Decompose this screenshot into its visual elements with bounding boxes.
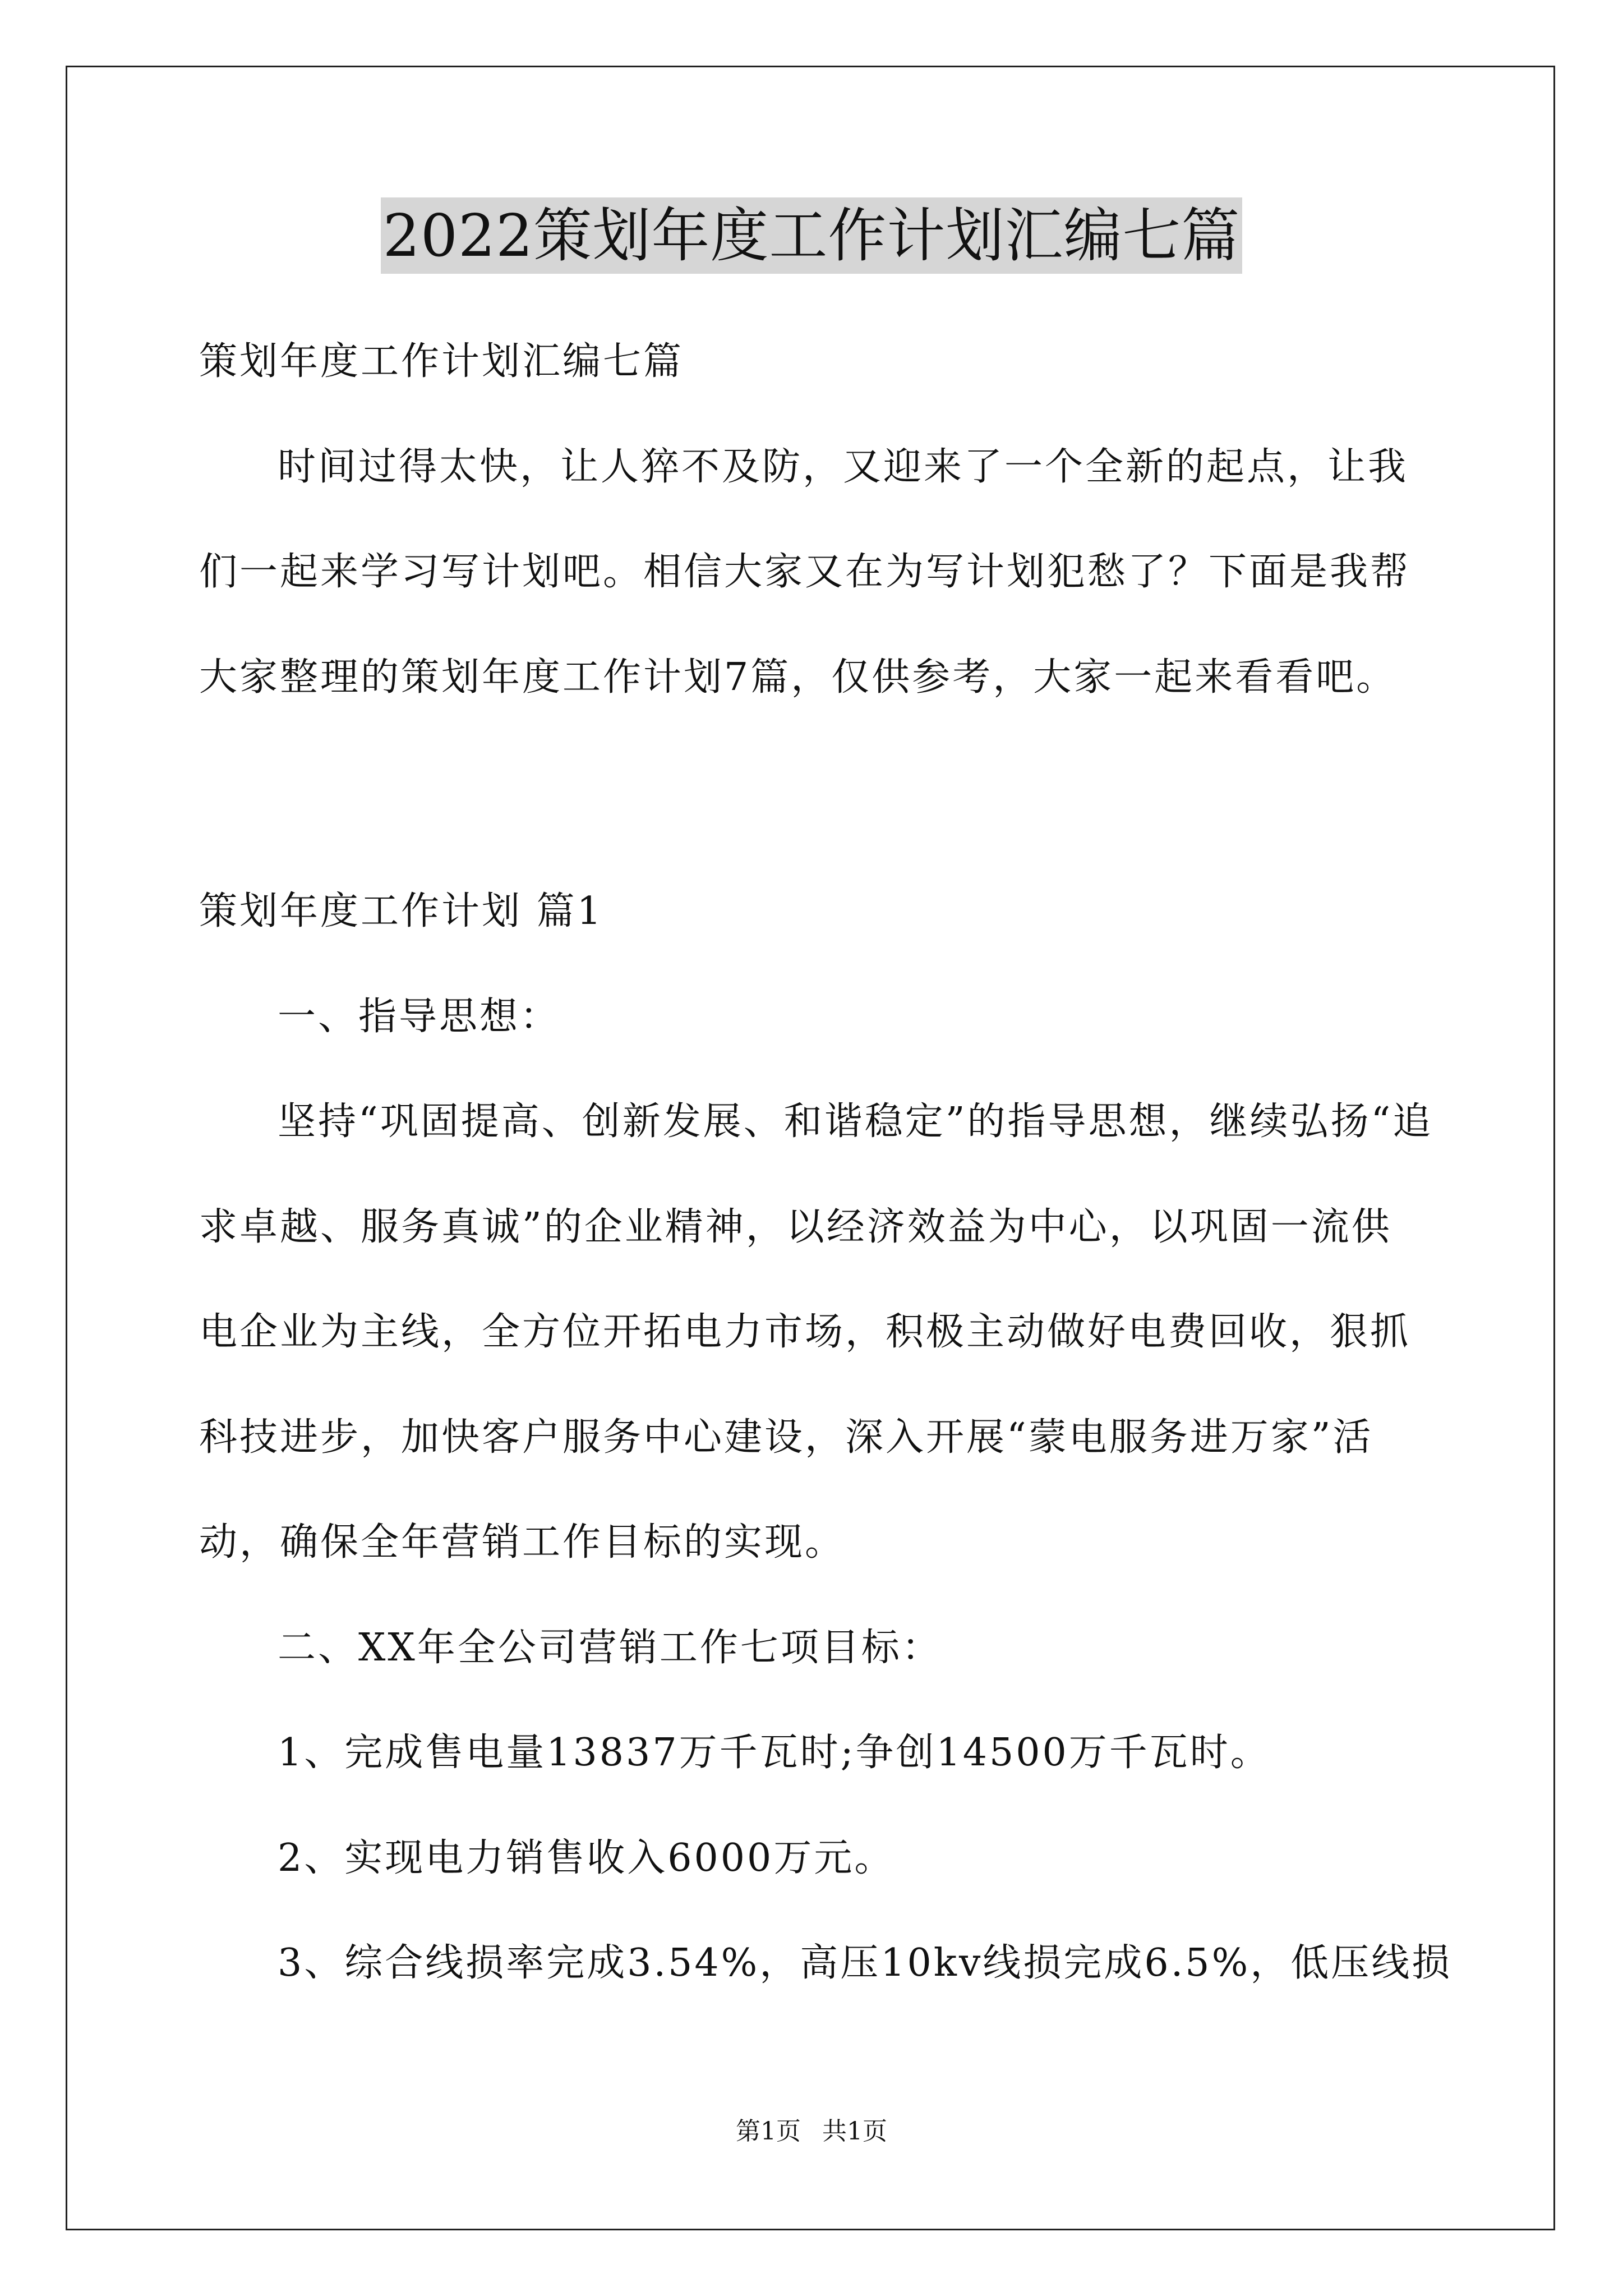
guiding-line-4: 科技进步，加快客户服务中心建设，深入开展“蒙电服务进万家”活 bbox=[199, 1415, 1373, 1460]
goals-heading: 二、XX年全公司营销工作七项目标： bbox=[278, 1626, 942, 1670]
intro-line-2: 们一起来学习写计划吧。相信大家又在为写计划犯愁了？下面是我帮 bbox=[199, 550, 1411, 594]
page-footer bbox=[0, 2115, 1623, 2148]
title-container bbox=[0, 197, 1623, 274]
page-number: 第1页 bbox=[736, 2117, 801, 2146]
page-border bbox=[66, 66, 1555, 2230]
subtitle-line: 策划年度工作计划汇编七篇 bbox=[199, 339, 684, 384]
goal-item-1: 1、完成售电量13837万千瓦时;争创14500万千瓦时。 bbox=[278, 1731, 1271, 1775]
goal-item-3: 3、综合线损率完成3.54%，高压10kv线损完成6.5%，低压线损 bbox=[278, 1941, 1453, 1985]
intro-line-3: 大家整理的策划年度工作计划7篇，仅供参考，大家一起来看看吧。 bbox=[199, 655, 1397, 700]
guiding-heading: 一、指导思想： bbox=[278, 995, 561, 1039]
goal-item-2: 2、实现电力销售收入6000万元。 bbox=[278, 1836, 895, 1880]
guiding-line-3: 电企业为主线，全方位开拓电力市场，积极主动做好电费回收，狠抓 bbox=[199, 1310, 1411, 1354]
document-title: 2022策划年度工作计划汇编七篇 bbox=[381, 197, 1243, 274]
page-total: 共1页 bbox=[822, 2117, 887, 2146]
guiding-line-2: 求卓越、服务真诚”的企业精神，以经济效益为中心，以巩固一流供 bbox=[199, 1205, 1392, 1249]
intro-line-1: 时间过得太快，让人猝不及防，又迎来了一个全新的起点，让我 bbox=[278, 445, 1409, 489]
guiding-line-1: 坚持“巩固提高、创新发展、和谐稳定”的指导思想，继续弘扬“追 bbox=[278, 1099, 1433, 1144]
section-heading: 策划年度工作计划 篇1 bbox=[199, 889, 603, 933]
guiding-line-5: 动，确保全年营销工作目标的实现。 bbox=[199, 1520, 846, 1565]
